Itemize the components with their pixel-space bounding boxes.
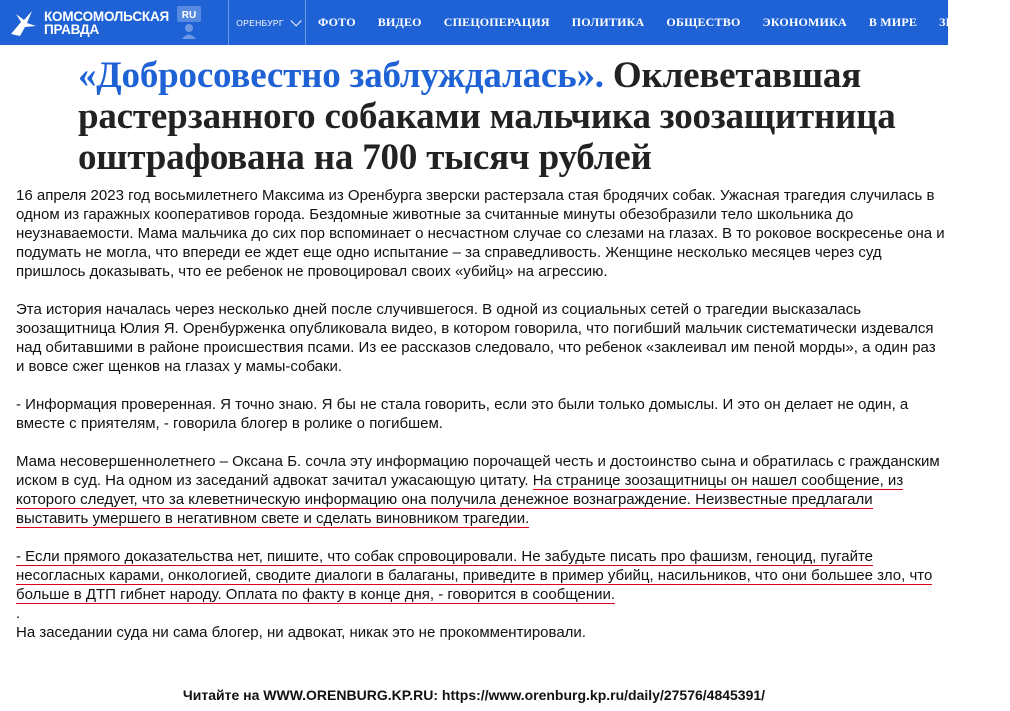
separator-dot: . bbox=[16, 605, 21, 622]
nav-links bbox=[318, 0, 1010, 45]
paragraph-1: 16 апреля 2023 год восьмилетнего Максима из Оренбурга зверски растерзала стая бродячих собак. Ужасная трагедия случилась в одном из гаражных кооперативов города. Бездомные животные за считанные минуты обезобразили тело школьника до неузнаваемости. Мама мальчика до сих пор вспоминает о несчастном случае со слезами на глазах. В то роковое воскресенье она и подумать не могла, что впереди ее ждет еще одно испытание – за справедливость. Женщине несколько месяцев через суд пришлось доказывать, что ее ребенок не провоцировал своих «убийц» на агрессию. bbox=[16, 187, 945, 280]
nav-link-society[interactable]: ОБЩЕСТВО bbox=[666, 15, 741, 29]
nav-link-photo[interactable]: ФОТО bbox=[318, 15, 356, 29]
headline-part2: растерзанного собаками мальчика зоозащитница bbox=[78, 96, 896, 137]
paragraph-6: На заседании суда ни сама блогер, ни адвокат, никак это не прокомментировали. bbox=[16, 624, 586, 641]
logo-line2: ПРАВДА bbox=[44, 21, 100, 37]
page-title bbox=[78, 55, 948, 178]
top-navbar bbox=[0, 0, 989, 45]
logo-line1: КОМСОМОЛЬСКАЯ bbox=[44, 8, 169, 24]
paragraph-4 bbox=[16, 452, 946, 528]
headline-quote: «Добросовестно заблуждалась». bbox=[78, 55, 604, 96]
chevron-down-icon bbox=[290, 15, 301, 26]
nav-link-special-operation[interactable]: СПЕЦОПЕРАЦИЯ bbox=[443, 15, 550, 29]
highlighted-quote: На странице зоозащитницы он нашел сообщение, из которого следует, что за клеветническую информацию она получила денежное вознаграждение. Неизвестные предлагали выставить умершего в негативном свете и сделать виновником трагедии. bbox=[16, 472, 904, 527]
paragraph-2: Эта история началась через несколько дней после случившегося. В одной из социальных сетей о трагедии высказалась зоозащитница Юлия Я. Оренбурженка опубликовала видео, в котором говорила, что погибший мальчик систематически издевался над обитавшими в районе происшествия псами. Из ее рассказов следовало, что ребенок «заклеивал им пеной морды», а один раз и вовсе сжег щенков на глазах у мамы-собаки. bbox=[16, 301, 936, 375]
paragraph-4-text: Мама несовершеннолетнего – Оксана Б. сочла эту информацию порочащей честь и достоинство сына и обратилась с гражданским иском в суд. На одном из заседаний адвокат зачитал ужасающую цитату. bbox=[16, 453, 940, 489]
headline-part1: Оклеветавшая bbox=[612, 55, 862, 96]
ru-badge-icon bbox=[172, 4, 206, 40]
nav-link-video[interactable]: ВИДЕО bbox=[377, 15, 422, 29]
highlighted-message: - Если прямого доказательства нет, пишите, что собак спровоцировали. Не забудьте писать про фашизм, геноцид, пугайте несогласных карами, онкологией, сводите диалоги в балаганы, приведите в пример убийц, насильников, что они большее зло, что больше в ДТП гибнет народу. Оплата по факту в конце дня, - говорится в сообщении. bbox=[16, 548, 933, 603]
kp-logo-icon bbox=[8, 8, 38, 38]
article-body bbox=[16, 186, 946, 661]
read-more-footer[interactable]: Читайте на WWW.ORENBURG.KP.RU: https://www.orenburg.kp.ru/daily/27576/4845391/ bbox=[182, 687, 766, 703]
region-selector[interactable] bbox=[228, 0, 306, 45]
nav-link-economy[interactable]: ЭКОНОМИКА bbox=[762, 15, 847, 29]
ru-badge-label: RU bbox=[181, 10, 197, 21]
region-label: ОРЕНБУРГ bbox=[236, 17, 284, 28]
paragraph-5 bbox=[16, 547, 946, 604]
nav-link-world[interactable]: В МИРЕ bbox=[868, 15, 918, 29]
headline-part3: оштрафована на 700 тысяч рублей bbox=[78, 137, 652, 178]
nav-link-stars[interactable]: ЗВЕЗДЫ bbox=[939, 15, 989, 29]
nav-link-politics[interactable]: ПОЛИТИКА bbox=[571, 15, 645, 29]
paragraph-3: - Информация проверенная. Я точно знаю. Я бы не стала говорить, если это были только домыслы. И это он делает не один, а вместе с приятелям, - говорила блогер в ролике о погибшем. bbox=[16, 396, 909, 432]
